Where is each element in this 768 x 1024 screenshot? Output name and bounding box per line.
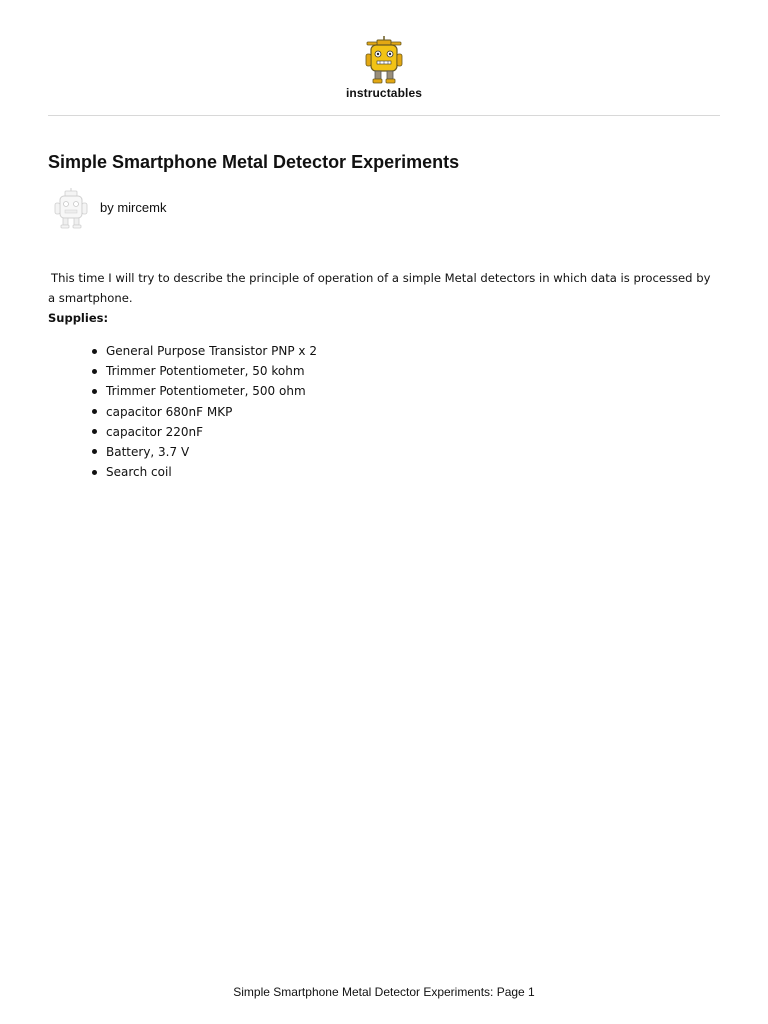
brand-name[interactable]: instructables bbox=[346, 86, 422, 100]
page-title: Simple Smartphone Metal Detector Experiments bbox=[48, 152, 460, 172]
list-item bbox=[92, 442, 317, 462]
supply-item-label: General Purpose Transistor PNP x 2 bbox=[106, 344, 317, 358]
supply-item-label: Trimmer Potentiometer, 50 kohm bbox=[106, 364, 305, 379]
supplies-heading: Supplies: bbox=[48, 311, 109, 325]
bullet-icon bbox=[92, 449, 97, 454]
list-item bbox=[92, 361, 317, 381]
list-item bbox=[92, 402, 317, 422]
supplies-list bbox=[92, 341, 317, 482]
instructables-robot-logo-icon bbox=[361, 34, 407, 86]
page-header bbox=[0, 0, 768, 116]
list-item bbox=[92, 381, 317, 401]
bullet-icon bbox=[92, 470, 97, 475]
intro-paragraph: This time I will try to describe the principle of operation of a simple Metal detectors in which data is processed by a smartphone. bbox=[48, 271, 711, 305]
robot-avatar-icon bbox=[51, 186, 91, 230]
bullet-icon bbox=[92, 349, 97, 354]
supply-item-label: Trimmer Potentiometer, 500 ohm bbox=[106, 384, 306, 399]
supply-item-label: Battery, 3.7 V bbox=[106, 444, 190, 459]
bullet-icon bbox=[92, 429, 97, 434]
page-footer: Simple Smartphone Metal Detector Experiments: Page 1 bbox=[233, 985, 535, 999]
bullet-icon bbox=[92, 369, 97, 374]
supply-item-label: capacitor 220nF bbox=[106, 424, 204, 439]
bullet-icon bbox=[92, 389, 97, 394]
supply-item-label: capacitor 680nF MKP bbox=[106, 404, 233, 419]
supply-item-label: Search coil bbox=[106, 465, 172, 480]
author-byline[interactable]: by mircemk bbox=[100, 200, 167, 215]
list-item bbox=[92, 422, 317, 442]
list-item bbox=[92, 462, 317, 482]
list-item bbox=[92, 341, 317, 361]
bullet-icon bbox=[92, 409, 97, 414]
header-divider bbox=[48, 115, 720, 116]
